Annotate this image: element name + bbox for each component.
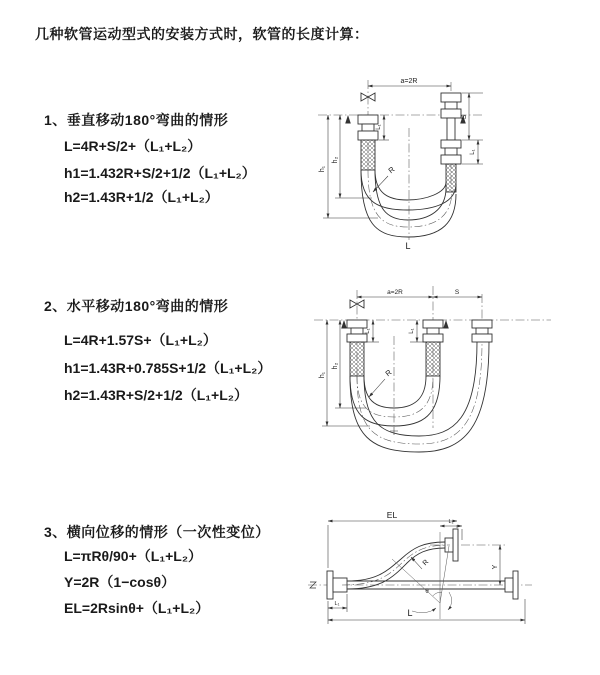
formula-line: h1=1.43R+0.785S+1/2（L₁+L₂）	[64, 360, 272, 376]
dim-label-l1: L₁	[376, 124, 382, 130]
dim-label-l1: L₁	[365, 328, 371, 334]
dim-label-a2r: a=2R	[400, 78, 418, 85]
formula-line: L=4R+1.57S+（L₁+L₂）	[64, 332, 217, 348]
dim-label-h2: h₂	[332, 362, 339, 370]
formula-line: L=πRθ/90+（L₁+L₂）	[64, 548, 203, 564]
dimension-lines	[322, 297, 482, 426]
dim-label-l1: L₁	[334, 601, 340, 607]
diagram-horizontal-180-bend	[306, 278, 591, 463]
diagram-lateral-displacement	[300, 502, 598, 640]
formula-line: L=4R+S/2+（L₁+L₂）	[64, 138, 202, 154]
formula-line: Y=2R（1−cosθ）	[64, 574, 176, 590]
braided-hose-section	[350, 342, 440, 379]
dim-label-r: R	[383, 367, 394, 379]
dim-label-theta: θ	[425, 589, 429, 595]
diagram-vertical-180-bend	[306, 70, 591, 260]
formula-line: h1=1.432R+S/2+1/2（L₁+L₂）	[64, 165, 256, 181]
dim-label-s: S	[454, 289, 460, 296]
dim-label-h1: h₁	[319, 165, 326, 173]
dim-label-l1: L₁	[448, 519, 454, 525]
formula-line: EL=2Rsinθ+（L₁+L₂）	[64, 600, 210, 616]
dim-label-l: L	[405, 241, 411, 251]
dim-label-l1: L₁	[409, 328, 415, 334]
formula-line: h2=1.43R+1/2（L₁+L₂）	[64, 189, 219, 205]
dim-label-h2: h₂	[332, 156, 339, 164]
dim-label-s: S	[461, 114, 468, 120]
section-1-heading: 1、垂直移动180°弯曲的情形	[44, 112, 229, 128]
page-title: 几种软管运动型式的安装方式时，软管的长度计算：	[35, 26, 369, 42]
hose-curves	[350, 342, 489, 452]
dim-label-r: R	[421, 558, 431, 568]
dim-label-l: L	[407, 608, 413, 618]
section-2-heading: 2、水平移动180°弯曲的情形	[44, 298, 229, 314]
dim-label-el: EL	[386, 510, 398, 520]
hose-curves	[361, 170, 456, 237]
dim-label-h1: h₁	[319, 371, 326, 379]
dim-label-a2r: a=2R	[387, 289, 403, 296]
section-3-heading: 3、横向位移的情形（一次性变位）	[44, 524, 270, 540]
dim-label-l1: L₁	[470, 149, 476, 155]
dim-label-r: R	[386, 164, 397, 176]
hose-curves	[342, 542, 505, 589]
dimension-lines	[328, 521, 525, 624]
dim-label-y: Y	[492, 564, 499, 570]
formula-line: h2=1.43R+S/2+1/2（L₁+L₂）	[64, 387, 248, 403]
dimension-lines	[323, 86, 483, 218]
